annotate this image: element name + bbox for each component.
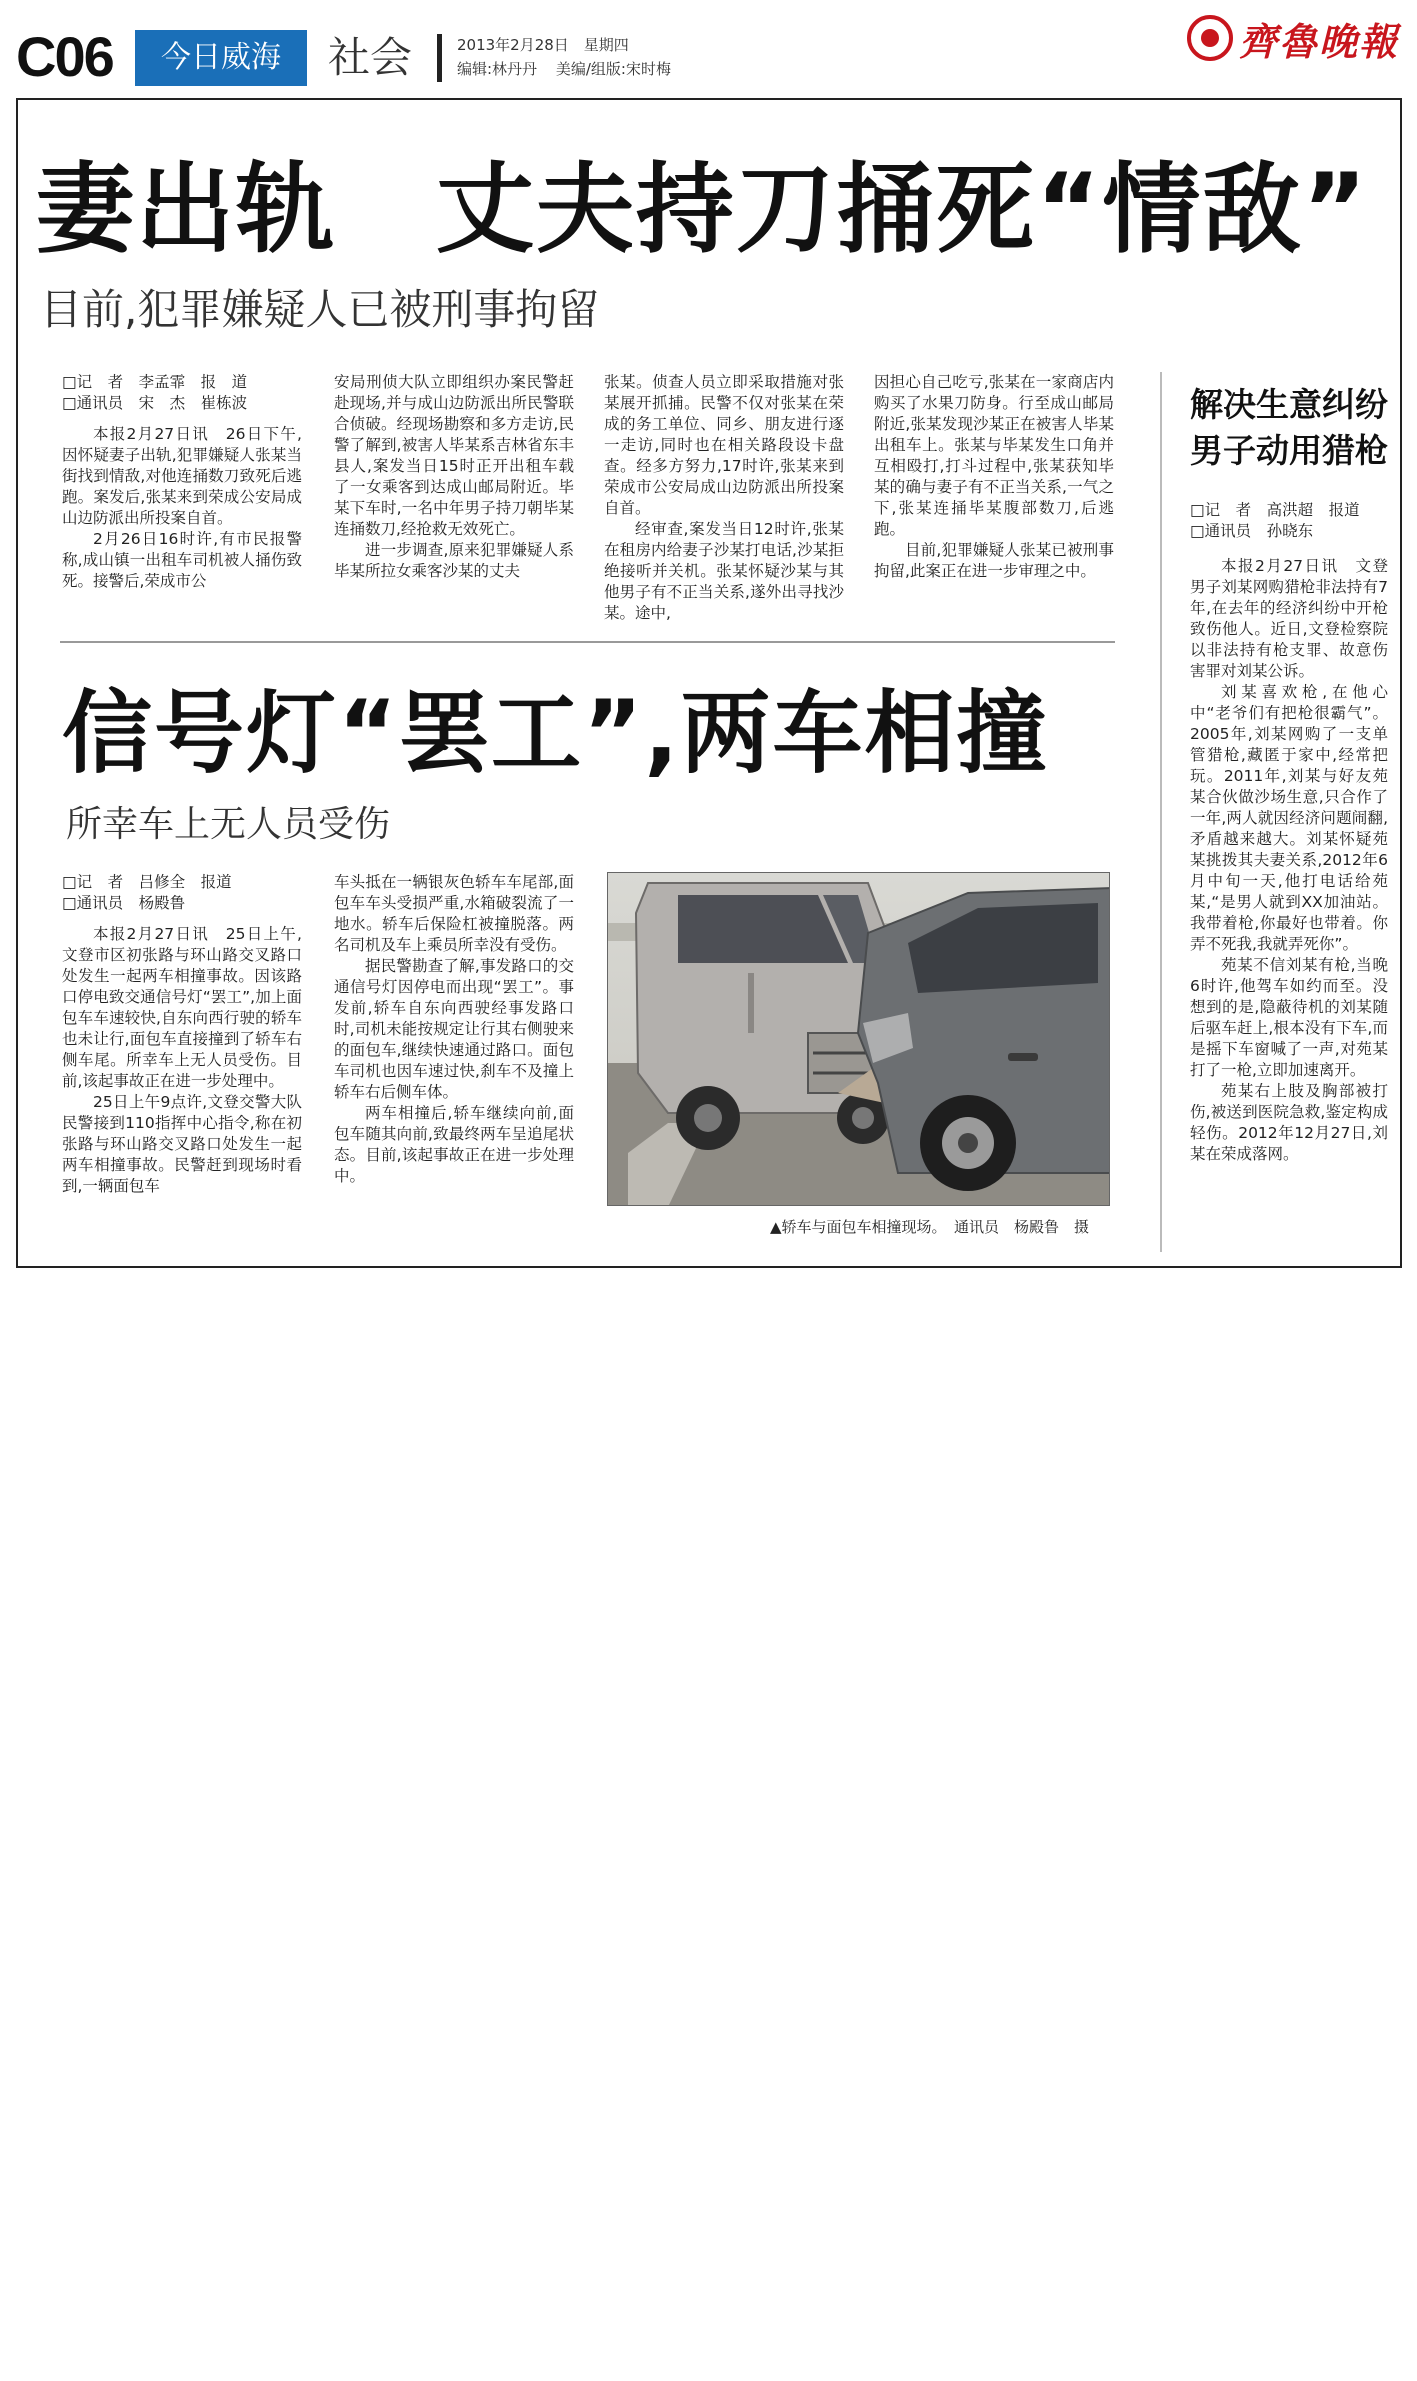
sidebar-headline (1190, 382, 1388, 474)
paragraph: 经审查,案发当日12时许,张某在租房内给妻子沙某打电话,沙某拒绝接听并关机。张某怀疑沙某与其他男子有不正当关系,遂外出寻找沙某。途中, (604, 520, 844, 622)
collision-scene-illustration (608, 873, 1110, 1206)
byline-correspondent: □通讯员 杨殿鲁 (62, 894, 186, 912)
sidebar-column (1190, 500, 1388, 1165)
paragraph: 两车相撞后,轿车继续向前,面包车随其向前,致最终两车呈追尾状态。目前,该起事故正在进一步处理中。 (334, 1104, 574, 1185)
paragraph: 苑某右上肢及胸部被打伤,被送到医院急救,鉴定构成轻伤。2012年12月27日,刘某在荣成落网。 (1190, 1082, 1388, 1163)
paragraph: 本报2月27日讯 文登男子刘某网购猎枪非法持有7年,在去年的经济纠纷中开枪致伤他人。近日,文登检察院以非法持有枪支罪、故意伤害罪对刘某公诉。 (1190, 557, 1388, 680)
editor-credit: 编辑:林丹丹 (457, 60, 538, 78)
byline-reporter: □记 者 吕修全 报道 (62, 873, 232, 891)
paragraph: 刘某喜欢枪,在他心中“老爷们有把枪很霸气”。2005年,刘某网购了一支单管猎枪,藏匿于家中,经常把玩。2011年,刘某与好友苑某合伙做沙场生意,只合作了一年,两人就因经济问题闹翻,矛盾越来越大。刘某怀疑苑某挑拨其夫妻关系,2012年6月中旬一天,他打电话给苑某,“是男人就到XX加油站。我带着枪,你最好也带着。你弄不死我,我就弄死你”。 (1190, 683, 1388, 953)
paragraph: 25日上午9点许,文登交警大队民警接到110指挥中心指令,称在初张路与环山路交叉路口处发生一起两车相撞事故。民警赶到现场时看到,一辆面包车 (62, 1093, 302, 1195)
article1-column-1 (62, 372, 302, 592)
article1-column-2 (334, 372, 574, 582)
paragraph: 车头抵在一辆银灰色轿车车尾部,面包车车头受损严重,水箱破裂流了一地水。轿车后保险杠被撞脱落。两名司机及车上乘员所幸没有受伤。 (334, 873, 574, 954)
article2-headline: 信号灯“罢工”,两车相撞 (62, 681, 1049, 786)
accident-photo (607, 872, 1110, 1206)
article-divider (60, 641, 1115, 643)
article2-column-2 (334, 872, 574, 1187)
sidebar-divider (1160, 372, 1162, 1252)
designer-credit: 美编/组版:宋时梅 (555, 60, 671, 78)
sidebar-headline-line-1: 解决生意纠纷 (1190, 385, 1388, 424)
paragraph: 据民警勘查了解,事发路口的交通信号灯因停电而出现“罢工”。事发前,轿车自东向西驶经事发路口时,司机未能按规定让行其右侧驶来的面包车,继续快速通过路口。面包车司机也因车速过快,刹车不及撞上轿车右后侧车体。 (334, 957, 574, 1101)
header-divider (437, 34, 442, 82)
paragraph: 目前,犯罪嫌疑人张某已被刑事拘留,此案正在进一步审理之中。 (874, 541, 1114, 580)
paragraph: 安局刑侦大队立即组织办案民警赶赴现场,并与成山边防派出所民警联合侦破。经现场勘察和多方走访,民警了解到,被害人毕某系吉林省东丰县人,案发当日15时正开出租车载了一女乘客到达成山邮局附近。毕某下车时,一名中年男子持刀朝毕某连捅数刀,经抢救无效死亡。 (334, 373, 574, 538)
photo-caption: ▲轿车与面包车相撞现场。 通讯员 杨殿鲁 摄 (770, 1218, 1090, 1236)
paragraph: 2月26日16时许,有市民报警称,成山镇一出租车司机被人捅伤致死。接警后,荣成市公 (62, 530, 302, 590)
sidebar-headline-line-2: 男子动用猎枪 (1190, 431, 1388, 470)
page-number: C06 (16, 25, 113, 88)
article1-column-4 (874, 372, 1114, 582)
paragraph: 因担心自己吃亏,张某在一家商店内购买了水果刀防身。行至成山邮局附近,张某发现沙某正在被害人毕某出租车上。张某与毕某发生口角并互相殴打,打斗过程中,张某获知毕某的确与妻子有不正当关系,一气之下,张某连捅毕某腹部数刀,后逃跑。 (874, 373, 1114, 538)
paragraph: 本报2月27日讯 25日上午,文登市区初张路与环山路交叉路口处发生一起两车相撞事故。因该路口停电致交通信号灯“罢工”,加上面包车车速较快,自东向西行驶的轿车也未让行,面包车直接撞到了轿车右侧车尾。所幸车上无人员受伤。目前,该起事故正在进一步处理中。 (62, 925, 302, 1090)
section-title: 社会 (328, 33, 413, 82)
logo-text: 齊魯晚報 (1238, 18, 1399, 64)
newspaper-logo (1187, 10, 1399, 66)
paragraph: 进一步调查,原来犯罪嫌疑人系毕某所拉女乘客沙某的丈夫 (334, 541, 574, 580)
article2-subhead: 所幸车上无人员受伤 (66, 804, 391, 845)
article1-headline: 妻出轨 丈夫持刀捅死“情敌” (36, 153, 1369, 267)
issue-date: 2013年2月28日 星期四 (457, 36, 629, 54)
staff-line (457, 58, 685, 79)
byline-correspondent: □通讯员 宋 杰 崔栋波 (62, 394, 248, 412)
paragraph: 本报2月27日讯 26日下午,因怀疑妻子出轨,犯罪嫌疑人张某当街找到情敌,对他连捅数刀致死后逃跑。案发后,张某来到荣成公安局成山边防派出所投案自首。 (62, 425, 302, 527)
paragraph: 苑某不信刘某有枪,当晚6时许,他驾车如约而至。没想到的是,隐蔽待机的刘某随后驱车赶上,根本没有下车,而是摇下车窗喊了一声,对苑某打了一枪,立即加速离开。 (1190, 956, 1388, 1079)
article2-column-1 (62, 872, 302, 1197)
byline-reporter: □记 者 高洪超 报道 (1190, 501, 1360, 519)
paragraph: 张某。侦查人员立即采取措施对张某展开抓捕。民警不仅对张某在荣成的务工单位、同乡、朋友进行逐一走访,同时也在相关路段设卡盘查。经多方努力,17时许,张某来到荣成市公安局成山边防派出所投案自首。 (604, 373, 844, 517)
byline-reporter: □记 者 李孟霏 报 道 (62, 373, 248, 391)
article1-subhead: 目前,犯罪嫌疑人已被刑事拘留 (40, 285, 600, 334)
article1-column-3 (604, 372, 844, 624)
byline-correspondent: □通讯员 孙晓东 (1190, 522, 1314, 540)
section-badge: 今日威海 (135, 30, 307, 86)
page-header (0, 0, 1417, 95)
logo-swirl-icon (1187, 15, 1233, 61)
